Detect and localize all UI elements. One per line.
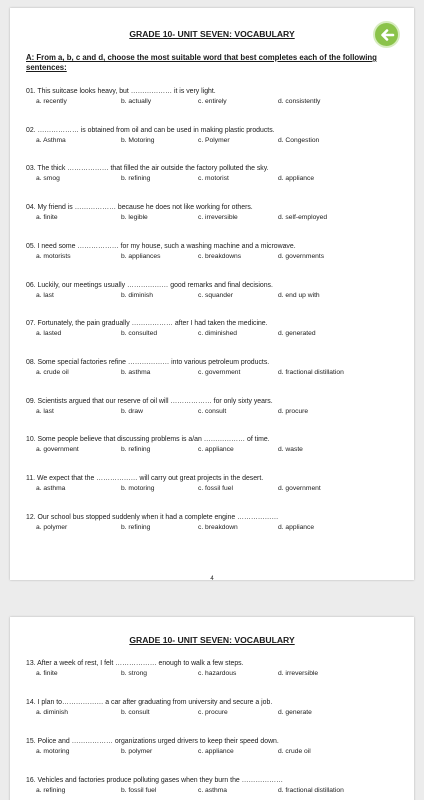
answer-option: d. appliance [278,175,315,183]
question-item [26,660,406,680]
question-text: 09. Scientists argued that our reserve of oil will ……………… for only sixty years. [26,397,273,405]
answer-option: a. diminish [36,709,68,716]
answer-option: c. diminished [198,330,238,338]
answer-option: c. breakdown [198,523,238,531]
arrow-left-icon [379,27,395,43]
answer-option: d. irreversible [278,670,319,677]
question-text: 11. We expect that the ……………… will carry out great projects in the desert. [26,475,264,482]
answer-option: a. smog [36,175,60,183]
answer-option: b. motoring [121,485,155,492]
question-text: 08. Some special factories refine ……………… into various petroleum products. [26,358,270,366]
page-title: GRADE 10- UNIT SEVEN: VOCABULARY [129,635,295,645]
page-title: GRADE 10- UNIT SEVEN: VOCABULARY [129,29,295,39]
answer-options [26,330,406,340]
answer-options [26,292,406,302]
answer-option: d. generated [278,330,316,338]
answer-option: b. strong [121,670,148,677]
answer-option: c. breakdowns [198,252,242,260]
answer-option: b. polymer [121,748,153,755]
answer-option: b. fossil fuel [121,787,157,794]
question-text: 15. Police and ……………… organizations urged drivers to keep their speed down. [26,738,279,745]
answer-option: a. finite [36,214,58,222]
question-text: 01. This suitcase looks heavy, but ……………… it is very light. [26,88,216,95]
page-number: 4 [210,576,214,582]
answer-options [26,98,406,108]
question-text: 05. I need some ……………… for my house, such a washing machine and a microwave. [26,242,296,250]
answer-option: a. last [36,291,54,299]
answer-option: c. entirely [198,98,227,105]
question-item [26,738,406,758]
answer-option: d. crude oil [278,748,311,755]
answer-option: a. government [36,446,79,454]
answer-options [26,485,406,495]
question-item [26,127,406,147]
answer-option: b. appliances [121,252,161,260]
answer-option: b. actually [121,98,152,105]
answer-option: c. government [198,368,241,376]
question-item [26,398,406,418]
answer-option: b. refining [121,446,151,454]
answer-option: c. irreversible [198,214,238,222]
answer-option: b. refining [121,175,151,183]
answer-option: a. Asthma [36,136,66,144]
answer-options [26,408,406,418]
question-item [26,243,406,263]
answer-options [26,253,406,263]
answer-option: d. generate [278,709,312,716]
question-item [26,165,406,185]
question-text: 02. ……………… is obtained from oil and can be used in making plastic products. [26,126,275,134]
question-item [26,514,406,534]
question-text: 16. Vehicles and factories produce polluting gases when they burn the ……………… [26,777,284,784]
question-text: 13. After a week of rest, I felt ……………… enough to walk a few steps. [26,660,244,667]
answer-options [26,787,406,797]
answer-options [26,670,406,680]
question-text: 12. Our school bus stopped suddenly when it had a complete engine ……………… [26,513,279,521]
question-text: 07. Fortunately, the pain gradually ……………… after I had taken the medicine. [26,320,268,328]
question-item [26,699,406,719]
answer-options [26,524,406,534]
answer-options [26,709,406,719]
question-text: 03. The thick ……………… that filled the air outside the factory polluted the sky. [26,165,269,173]
question-item [26,320,406,340]
answer-options [26,446,406,456]
answer-option: c. procure [198,709,228,716]
answer-option: b. consult [121,709,150,716]
answer-option: b. refining [121,523,151,531]
question-item [26,88,406,108]
answer-options [26,214,406,224]
question-item [26,475,406,495]
back-button[interactable] [373,21,400,48]
answer-option: d. consistently [278,98,321,105]
answer-option: d. fractional distillation [278,368,344,376]
answer-option: a. motoring [36,748,70,755]
answer-option: b. consulted [121,330,158,338]
question-item [26,359,406,379]
question-item [26,436,406,456]
answer-option: a. crude oil [36,368,69,376]
answer-options [26,369,406,379]
answer-option: a. last [36,407,54,415]
answer-option: b. legible [121,214,148,222]
answer-option: a. recently [36,98,67,105]
question-text: 10. Some people believe that discussing problems is a/an ……………… of time. [26,436,270,444]
question-text: 04. My friend is ……………… because he does not like working for others. [26,204,253,212]
answer-option: a. motorists [36,252,71,260]
answer-option: c. appliance [198,748,234,755]
answer-option: d. end up with [278,291,320,299]
worksheet-page-2 [10,617,414,800]
answer-option: b. Motoring [121,136,155,144]
answer-option: d. government [278,485,321,492]
worksheet-page-1 [10,8,414,580]
answer-option: d. governments [278,252,325,260]
answer-option: d. procure [278,407,309,415]
answer-option: c. consult [198,407,227,415]
answer-option: c. appliance [198,446,234,454]
answer-options [26,748,406,758]
answer-option: b. diminish [121,291,153,299]
question-item [26,204,406,224]
answer-option: c. Polymer [198,136,230,144]
answer-option: d. self-employed [278,214,328,222]
question-text: 06. Luckily, our meetings usually ……………… good remarks and final decisions. [26,281,273,289]
answer-option: a. lasted [36,330,62,338]
answer-option: d. waste [278,446,303,454]
answer-options [26,137,406,147]
instructions: A: From a, b, c and d, choose the most suitable word that best completes each of the following sentences: [26,53,377,72]
answer-option: a. finite [36,670,58,677]
question-text: 14. I plan to……………… a car after graduating from university and secure a job. [26,699,273,706]
answer-option: c. squander [198,291,233,299]
answer-option: d. appliance [278,523,315,531]
answer-option: a. polymer [36,523,68,531]
question-item [26,777,406,797]
answer-option: c. hazardous [198,670,237,677]
answer-option: c. asthma [198,787,227,794]
answer-options [26,175,406,185]
answer-option: c. fossil fuel [198,485,233,492]
answer-option: b. draw [121,407,143,415]
answer-option: a. refining [36,787,66,794]
answer-option: d. fractional distillation [278,787,344,794]
answer-option: d. Congestion [278,136,320,144]
answer-option: b. asthma [121,368,151,376]
answer-option: a. asthma [36,485,66,492]
answer-option: c. motorist [198,175,229,183]
question-item [26,282,406,302]
